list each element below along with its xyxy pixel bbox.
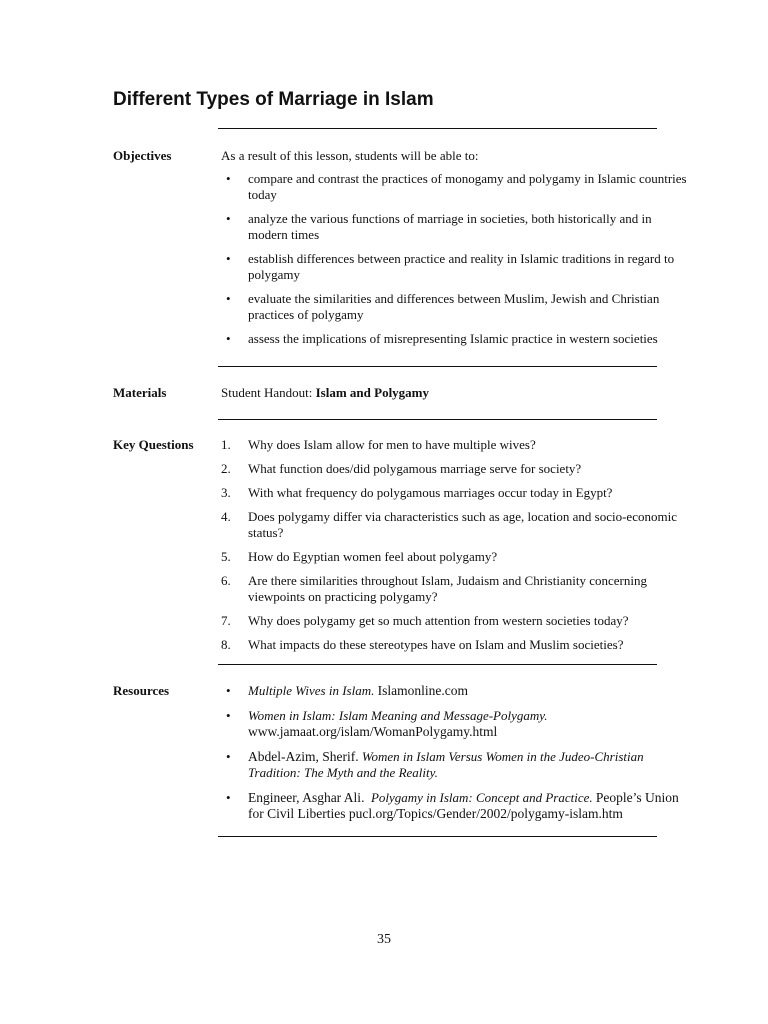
objective-item: • assess the implications of misrepresenting Islamic practice in western societies xyxy=(226,331,658,346)
resource-item xyxy=(221,790,691,822)
resource-title: Women in Islam Versus Women in the Judeo-Christian Tradition: The Myth and the Reality. xyxy=(248,749,644,780)
bullet-icon: • xyxy=(226,171,231,186)
divider xyxy=(218,836,657,837)
objectives-intro: As a result of this lesson, students will be able to: xyxy=(221,148,479,163)
bullet-icon: • xyxy=(226,291,231,306)
question-item: 6. Are there similarities throughout Islam, Judaism and Christianity concerning viewpoints on practicing polygamy? xyxy=(221,573,647,604)
page-number: 35 xyxy=(377,932,391,947)
resource-source: www.jamaat.org/islam/WomanPolygamy.html xyxy=(248,724,498,739)
bullet-icon: • xyxy=(226,749,231,764)
question-item: 8. What impacts do these stereotypes have on Islam and Muslim societies? xyxy=(221,637,624,652)
resource-title: Multiple Wives in Islam. xyxy=(248,683,375,698)
divider xyxy=(218,664,657,665)
bullet-icon: • xyxy=(226,708,231,723)
objective-item: • analyze the various functions of marriage in societies, both historically and in modern times xyxy=(226,211,652,242)
question-item: 4. Does polygamy differ via characteristics such as age, location and socio-economic status? xyxy=(221,509,677,540)
resources-list xyxy=(221,683,691,822)
materials-label: Materials xyxy=(113,385,167,400)
question-item: 2. What function does/did polygamous marriage serve for society? xyxy=(221,461,582,476)
divider xyxy=(218,366,657,367)
question-item: 7. Why does polygamy get so much attention from western societies today? xyxy=(221,613,629,628)
question-item: 3. With what frequency do polygamous marriages occur today in Egypt? xyxy=(221,485,613,500)
bullet-icon: • xyxy=(226,683,231,698)
bullet-icon: • xyxy=(226,211,231,226)
objective-item: • evaluate the similarities and differences between Muslim, Jewish and Christian practices of polygamy xyxy=(226,291,660,322)
resource-source: Islamonline.com xyxy=(377,683,468,698)
divider xyxy=(218,128,657,129)
resource-author: Engineer, Asghar Ali. xyxy=(248,790,365,805)
page-title: Different Types of Marriage in Islam xyxy=(113,89,434,110)
question-item: 5. How do Egyptian women feel about polygamy? xyxy=(221,549,498,564)
resource-item xyxy=(221,708,691,740)
bullet-icon: • xyxy=(226,790,231,805)
objective-item: • establish differences between practice and reality in Islamic traditions in regard to polygamy xyxy=(226,251,675,282)
divider xyxy=(218,419,657,420)
resources-label: Resources xyxy=(113,683,170,698)
bullet-icon: • xyxy=(226,251,231,266)
resource-item xyxy=(221,749,691,781)
question-item: 1. Why does Islam allow for men to have multiple wives? xyxy=(221,437,536,452)
resource-item xyxy=(221,683,691,699)
resource-author: Abdel-Azim, Sherif. xyxy=(248,749,359,764)
resource-title: Women in Islam: Islam Meaning and Message-Polygamy. xyxy=(248,708,548,723)
resource-title: Polygamy in Islam: Concept and Practice. xyxy=(370,790,593,805)
objective-item: • compare and contrast the practices of monogamy and polygamy in Islamic countries today xyxy=(226,171,687,202)
resource-source: People’s Union for Civil Liberties pucl.org/Topics/Gender/2002/polygamy-islam.htm xyxy=(248,790,679,821)
handout-title: Islam and Polygamy xyxy=(315,385,430,400)
objectives-label: Objectives xyxy=(113,148,172,163)
key-questions-label: Key Questions xyxy=(113,437,194,452)
materials-prefix: Student Handout: xyxy=(221,385,313,400)
bullet-icon: • xyxy=(226,331,231,346)
key-questions-list xyxy=(221,437,691,653)
objectives-list xyxy=(221,171,691,347)
